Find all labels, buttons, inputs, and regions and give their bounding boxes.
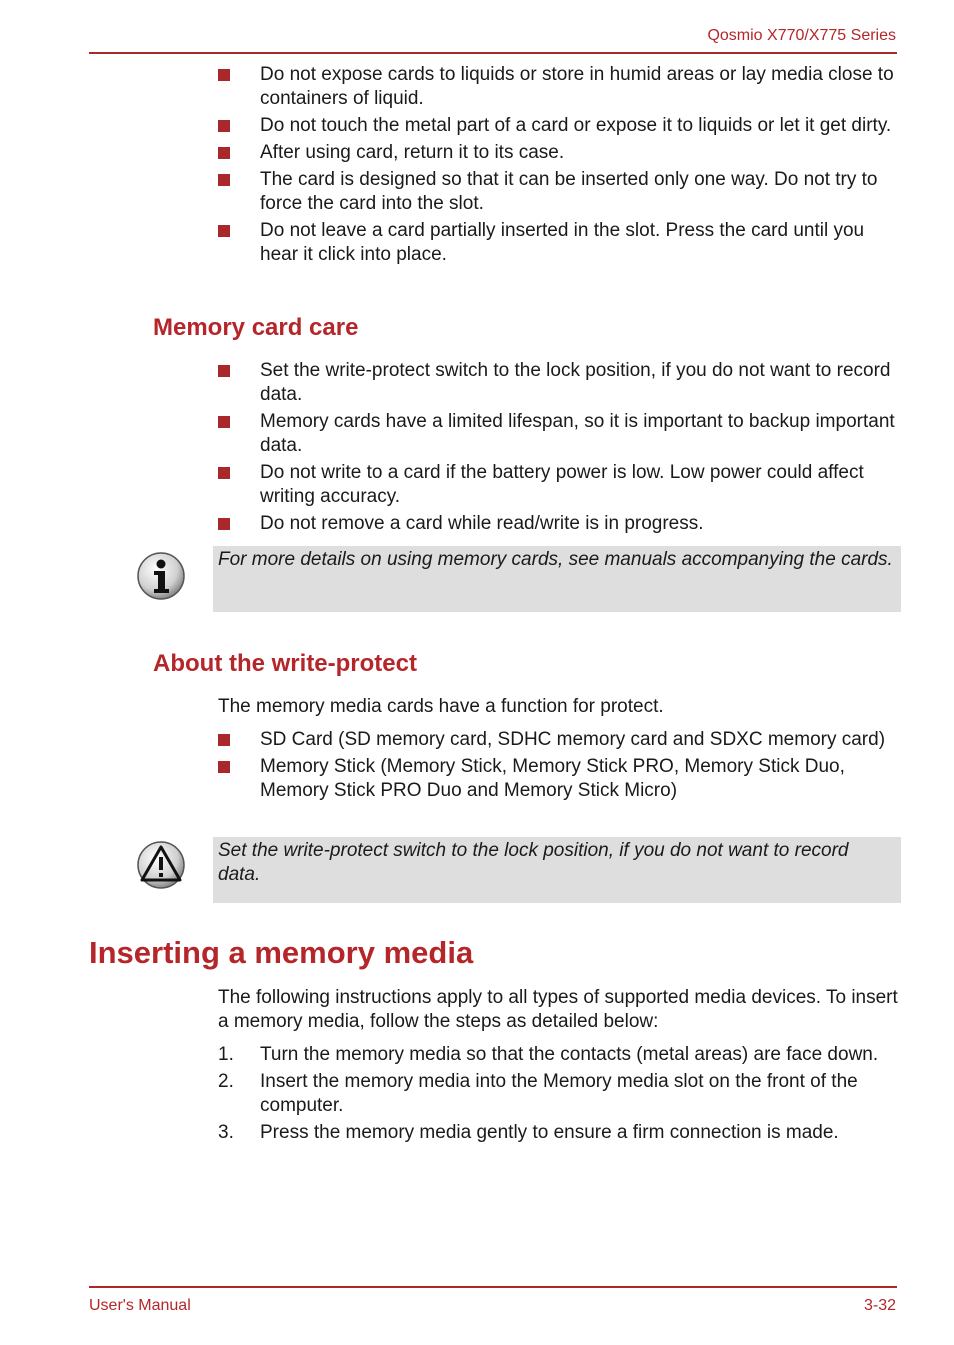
square-bullet-icon: [218, 761, 230, 773]
list-item: Do not leave a card partially inserted in the slot. Press the card until you hear it click into place.: [218, 219, 898, 267]
caution-note-text: Set the write-protect switch to the lock position, if you do not want to record data.: [218, 840, 849, 885]
square-bullet-icon: [218, 120, 230, 132]
square-bullet-icon: [218, 416, 230, 428]
list-item: After using card, return it to its case.: [218, 141, 898, 165]
square-bullet-icon: [218, 225, 230, 237]
info-icon: [136, 551, 186, 601]
list-item: Do not write to a card if the battery power is low. Low power could affect writing accuracy.: [218, 461, 898, 509]
info-note-text: For more details on using memory cards, see manuals accompanying the cards.: [218, 549, 893, 570]
list-item: Do not expose cards to liquids or store in humid areas or lay media close to containers of liquid.: [218, 63, 898, 111]
footer-rule: [89, 1286, 897, 1288]
list-item: The card is designed so that it can be inserted only one way. Do not try to force the card into the slot.: [218, 168, 898, 216]
step-item: 1. Turn the memory media so that the contacts (metal areas) are face down.: [218, 1044, 879, 1065]
section-heading-memory-card-care: Memory card care: [153, 314, 359, 341]
step-item: 3. Press the memory media gently to ensure a firm connection is made.: [218, 1122, 839, 1143]
page-section-title: Inserting a memory media: [89, 935, 474, 970]
list-item: Do not touch the metal part of a card or expose it to liquids or let it get dirty.: [218, 114, 898, 138]
section-heading-write-protect: About the write-protect: [153, 650, 417, 677]
square-bullet-icon: [218, 467, 230, 479]
memory-card-care-list: [218, 359, 898, 539]
list-item: Memory cards have a limited lifespan, so it is important to backup important data.: [218, 410, 898, 458]
care-list: [218, 63, 898, 270]
inserting-intro: The following instructions apply to all types of supported media devices. To insert a memory media, follow the steps as detailed below:: [218, 987, 898, 1032]
footer-manual-name: User's Manual: [89, 1297, 191, 1314]
header-rule: [89, 52, 897, 54]
write-protect-intro: The memory media cards have a function for protect.: [218, 696, 664, 717]
caution-note: [213, 837, 901, 903]
page-number: 3-32: [863, 1297, 896, 1314]
warning-icon: [136, 840, 186, 890]
inserting-steps: [218, 1043, 898, 1148]
list-item: SD Card (SD memory card, SDHC memory card and SDXC memory card): [218, 728, 898, 752]
square-bullet-icon: [218, 365, 230, 377]
square-bullet-icon: [218, 518, 230, 530]
running-header: Qosmio X770/X775 Series: [707, 27, 896, 44]
info-note: [213, 546, 901, 612]
square-bullet-icon: [218, 69, 230, 81]
square-bullet-icon: [218, 147, 230, 159]
list-item: Memory Stick (Memory Stick, Memory Stick PRO, Memory Stick Duo, Memory Stick PRO Duo and Memory Stick Micro): [218, 755, 898, 803]
list-item: Set the write-protect switch to the lock position, if you do not want to record data.: [218, 359, 898, 407]
write-protect-list: [218, 728, 898, 806]
square-bullet-icon: [218, 734, 230, 746]
list-item: Do not remove a card while read/write is in progress.: [218, 512, 898, 536]
step-item: 2. Insert the memory media into the Memory media slot on the front of the computer.: [218, 1071, 858, 1116]
square-bullet-icon: [218, 174, 230, 186]
